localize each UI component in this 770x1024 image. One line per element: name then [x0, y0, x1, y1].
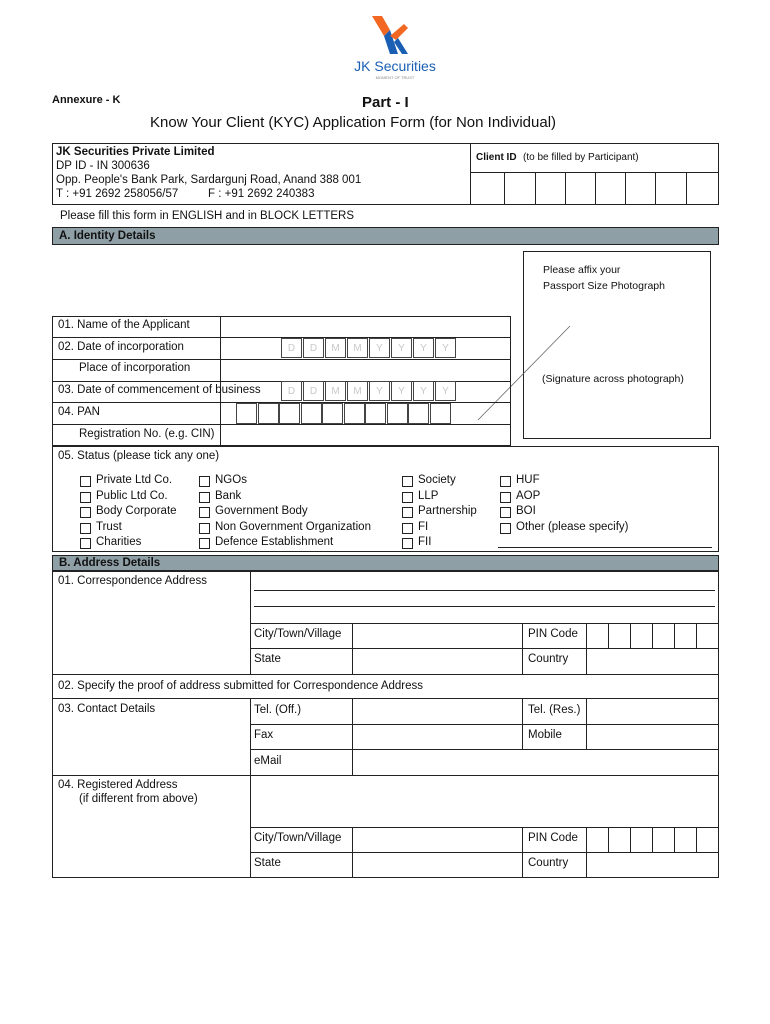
jk-logo-icon: [360, 14, 430, 56]
logo: [354, 14, 436, 80]
corr-address-line-2[interactable]: [254, 606, 715, 607]
doc-date-cell[interactable]: M: [347, 381, 368, 401]
status-checkbox[interactable]: [402, 538, 413, 549]
doi-date-cell[interactable]: Y: [369, 338, 390, 358]
company-name: JK Securities Private Limited: [56, 146, 215, 158]
country-label: Country: [528, 653, 569, 665]
company-fax: F : +91 2692 240383: [208, 188, 315, 200]
annexure-label: Annexure - K: [52, 94, 121, 106]
status-checkbox[interactable]: [402, 507, 413, 518]
status-option-label: Bank: [215, 489, 242, 502]
status-checkbox[interactable]: [402, 476, 413, 487]
doi-date-cell[interactable]: Y: [435, 338, 456, 358]
pan-cell[interactable]: [387, 403, 408, 424]
doc-date-cell[interactable]: Y: [413, 381, 434, 401]
status-checkbox[interactable]: [80, 476, 91, 487]
reg-label: Registration No. (e.g. CIN): [79, 428, 215, 440]
status-option-label: Public Ltd Co.: [96, 489, 168, 502]
doi-date-cell[interactable]: Y: [391, 338, 412, 358]
form-title: Know Your Client (KYC) Application Form (for Non Individual): [150, 114, 557, 131]
reg-address-note: (if different from above): [79, 793, 198, 805]
doi-date-cell[interactable]: M: [347, 338, 368, 358]
doc-date-cell[interactable]: D: [281, 381, 302, 401]
pan-cell[interactable]: [365, 403, 386, 424]
doi-label: 02. Date of incorporation: [58, 341, 184, 353]
photo-text-2: Passport Size Photograph: [543, 280, 665, 292]
company-tel: T : +91 2692 258056/57: [56, 188, 179, 200]
applicant-name-input[interactable]: [221, 317, 510, 337]
reg-city-label: City/Town/Village: [254, 832, 342, 844]
proof-label: 02. Specify the proof of address submitted for Correspondence Address: [58, 680, 424, 692]
doc-date-cell[interactable]: Y: [435, 381, 456, 401]
status-checkbox[interactable]: [199, 476, 210, 487]
corr-address-label: 01. Correspondence Address: [58, 575, 207, 587]
company-address: Opp. People's Bank Park, Sardargunj Road, Anand 388 001: [56, 174, 362, 186]
status-checkbox[interactable]: [199, 507, 210, 518]
status-label: 05. Status (please tick any one): [58, 450, 220, 462]
status-checkbox[interactable]: [199, 538, 210, 549]
status-option-label: BOI: [516, 505, 536, 518]
status-option-label: HUF: [516, 474, 540, 486]
status-checkbox[interactable]: [500, 492, 511, 503]
brand-tagline: MOMENT OF TRUST: [375, 75, 415, 80]
status-option-label: Charities: [96, 536, 142, 549]
name-label: 01. Name of the Applicant: [58, 319, 190, 331]
status-option-label: Government Body: [215, 505, 308, 518]
status-option-label: Defence Establishment: [215, 536, 334, 549]
pan-cell[interactable]: [322, 403, 343, 424]
status-option-label: NGOs: [215, 474, 247, 486]
other-specify-line[interactable]: [498, 547, 712, 548]
reg-address-label: 04. Registered Address: [58, 779, 178, 791]
pan-cell[interactable]: [344, 403, 365, 424]
status-option-label: Non Government Organization: [215, 520, 371, 533]
reg-country-label: Country: [528, 857, 569, 869]
reg-state-label: State: [254, 857, 281, 869]
corr-address-line-1[interactable]: [254, 590, 715, 591]
status-option-label: Trust: [96, 520, 122, 533]
status-checkbox[interactable]: [199, 492, 210, 503]
doi-date-cell[interactable]: D: [303, 338, 324, 358]
status-checkbox[interactable]: [199, 523, 210, 534]
status-checkbox[interactable]: [402, 523, 413, 534]
email-label: eMail: [254, 755, 282, 767]
client-id-label: Client ID: [476, 152, 517, 163]
status-checkbox[interactable]: [500, 476, 511, 487]
status-checkbox[interactable]: [80, 507, 91, 518]
tel-off-label: Tel. (Off.): [254, 704, 302, 716]
status-checkbox[interactable]: [500, 507, 511, 518]
pan-cell[interactable]: [258, 403, 279, 424]
state-label: State: [254, 653, 281, 665]
status-option-label: Body Corporate: [96, 505, 177, 518]
doc-date-cell[interactable]: D: [303, 381, 324, 401]
doc-date-cell[interactable]: Y: [369, 381, 390, 401]
status-option-label: Partnership: [418, 505, 477, 518]
reg-pin-label: PIN Code: [528, 832, 578, 844]
signature-text: (Signature across photograph): [542, 373, 684, 385]
brand-name: JK Securities: [354, 58, 436, 74]
pan-cell[interactable]: [408, 403, 429, 424]
doi-date-cell[interactable]: Y: [413, 338, 434, 358]
status-option-label: Private Ltd Co.: [96, 474, 173, 486]
pin-label: PIN Code: [528, 628, 578, 640]
status-checkbox[interactable]: [80, 523, 91, 534]
status-option-label: FI: [418, 520, 429, 533]
tel-res-label: Tel. (Res.): [528, 704, 581, 716]
doi-date-cell[interactable]: D: [281, 338, 302, 358]
pan-cell[interactable]: [236, 403, 257, 424]
pan-cell[interactable]: [301, 403, 322, 424]
contact-label: 03. Contact Details: [58, 703, 156, 715]
doi-date-cell[interactable]: M: [325, 338, 346, 358]
status-checkbox[interactable]: [402, 492, 413, 503]
status-option-label: Other (please specify): [516, 520, 629, 533]
dp-id: DP ID - IN 300636: [56, 160, 150, 172]
section-a-header: A. Identity Details: [52, 227, 719, 245]
photo-text-1: Please affix your: [543, 264, 621, 276]
city-label: City/Town/Village: [254, 628, 342, 640]
instruction: Please fill this form in ENGLISH and in BLOCK LETTERS: [60, 210, 354, 222]
status-option-label: Society: [418, 474, 456, 486]
doc-date-cell[interactable]: M: [325, 381, 346, 401]
pan-label: 04. PAN: [58, 406, 100, 418]
status-option-label: LLP: [418, 489, 439, 502]
status-checkbox[interactable]: [80, 492, 91, 503]
doc-date-cell[interactable]: Y: [391, 381, 412, 401]
status-option-label: FII: [418, 536, 432, 549]
place-label: Place of incorporation: [79, 362, 191, 374]
doc-label: 03. Date of commencement of business: [58, 384, 261, 396]
pan-cell[interactable]: [430, 403, 451, 424]
registration-input[interactable]: [221, 425, 510, 445]
fax-label: Fax: [254, 729, 274, 741]
place-input[interactable]: [221, 360, 510, 380]
status-checkbox[interactable]: [500, 523, 511, 534]
client-id-note: (to be filled by Participant): [523, 152, 639, 163]
mobile-label: Mobile: [528, 729, 562, 741]
section-b-header: B. Address Details: [52, 555, 719, 571]
status-option-label: AOP: [516, 489, 541, 502]
status-checkbox[interactable]: [80, 538, 91, 549]
pan-cell[interactable]: [279, 403, 300, 424]
part-heading: Part - I: [362, 94, 409, 111]
